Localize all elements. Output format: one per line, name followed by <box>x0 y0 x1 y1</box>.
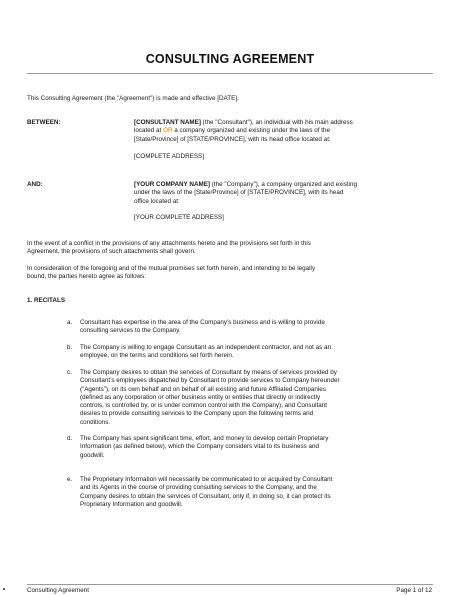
between-party-block <box>134 119 434 144</box>
footer-title: Consulting Agreement <box>27 587 89 594</box>
consideration-paragraph <box>27 265 437 282</box>
recital-line: Information (as defined below), which the Company considers vital to its business and <box>80 443 320 451</box>
recital-marker: d. <box>67 435 73 442</box>
recital-item-e <box>67 476 430 509</box>
margin-mark <box>3 588 5 590</box>
consultant-name: [CONSULTANT NAME] <box>134 119 201 126</box>
consideration-line-1: In consideration of the foregoing and of the mutual promises set forth herein, and intending to be legally <box>27 265 316 272</box>
recital-item-a <box>67 319 430 336</box>
recital-line: employee, on the terms and conditions set forth herein. <box>80 352 234 360</box>
and-text-a: (the "Company"), a company organized and existing <box>210 181 357 188</box>
document-title: CONSULTING AGREEMENT <box>145 52 315 66</box>
title-divider <box>27 73 433 74</box>
recital-line: The Company desires to obtain the services of Consultant by means of services provided by <box>80 369 337 376</box>
recital-line: conditions. <box>80 418 111 426</box>
recital-marker: c. <box>67 369 72 376</box>
recital-line: (“Agents”), on its own behalf and on behalf of all existing and future Affiliated Companies <box>80 385 326 393</box>
intro-paragraph: This Consulting Agreement (the "Agreement") is made and effective [DATE], <box>27 95 239 102</box>
recital-line: and its Agents in the course of providing consulting services to the Company, and the <box>80 484 317 492</box>
and-line-2: under the laws of the [State/Province] of [STATE/PROVINCE], with its head <box>134 189 344 197</box>
between-label: BETWEEN: <box>27 119 61 126</box>
recital-line: Consultant’s employees dispatched by Consultant to provide services to Company hereunder <box>80 377 340 385</box>
footer-divider <box>27 584 433 585</box>
recital-line: Company desires to obtain the services of Consultant, only if, in doing so, it can protect its <box>80 492 331 500</box>
recital-line: The Company is willing to engage Consultant as an independent contractor, and not as an <box>80 344 331 351</box>
or-highlight: OR <box>163 127 173 135</box>
recital-marker: e. <box>67 476 73 483</box>
recital-line: Consultant has expertise in the area of the Company's business and is willing to provide <box>80 319 325 326</box>
and-line-3: office located at: <box>134 197 180 205</box>
page-number: Page 1 of 12 <box>396 587 432 594</box>
recital-line: The Company has spent significant time, effort, and money to develop certain Proprietary <box>80 435 329 442</box>
and-label: AND: <box>27 181 43 188</box>
between-text-a: (the "Consultant"), an individual with his main address <box>200 119 353 126</box>
recital-line: consulting services to the Company. <box>80 327 181 335</box>
recital-item-b <box>67 344 430 361</box>
recital-line: Proprietary Information and goodwill. <box>80 500 183 508</box>
between-line-2 <box>134 127 434 135</box>
between-text-c: a company organized and existing under the laws of the <box>172 127 331 135</box>
between-line-3: [State/Province] of [STATE/PROVINCE], with its head office located at: <box>134 135 331 143</box>
recital-marker: a. <box>67 319 73 326</box>
recital-item-d <box>67 435 430 460</box>
consultant-address: [COMPLETE ADDRESS] <box>134 153 204 160</box>
conflict-line-1: In the event of a conflict in the provisions of any attachments hereto and the provisions set forth in this <box>27 240 311 247</box>
consideration-line-2: bound, the parties hereto agree as follows: <box>27 273 147 281</box>
conflict-line-2: Agreement, the provisions of such attachments shall govern. <box>27 248 196 256</box>
recital-line: controls, is controlled by, or is under common control with the Company), and Consultant <box>80 402 327 410</box>
recital-line: desires to provide consulting services to the Company upon the following terms and <box>80 410 314 418</box>
recital-line: (defined as any corporation or other business entity or entities that directly or indirectly <box>80 393 321 401</box>
between-line-1 <box>134 119 434 127</box>
between-text-b: located at <box>134 127 164 135</box>
conflict-paragraph <box>27 240 437 257</box>
recital-line: The Proprietary Information will necessarily be communicated to or acquired by Consultant <box>80 476 333 483</box>
recital-line: goodwill. <box>80 451 105 459</box>
company-address: [YOUR COMPLETE ADDRESS] <box>134 214 224 221</box>
recital-item-c <box>67 369 430 427</box>
recitals-heading: 1. RECITALS <box>27 297 66 304</box>
and-party-block <box>134 181 434 206</box>
and-line-1 <box>134 181 434 189</box>
recital-marker: b. <box>67 344 73 351</box>
company-name: [YOUR COMPANY NAME] <box>134 181 211 188</box>
